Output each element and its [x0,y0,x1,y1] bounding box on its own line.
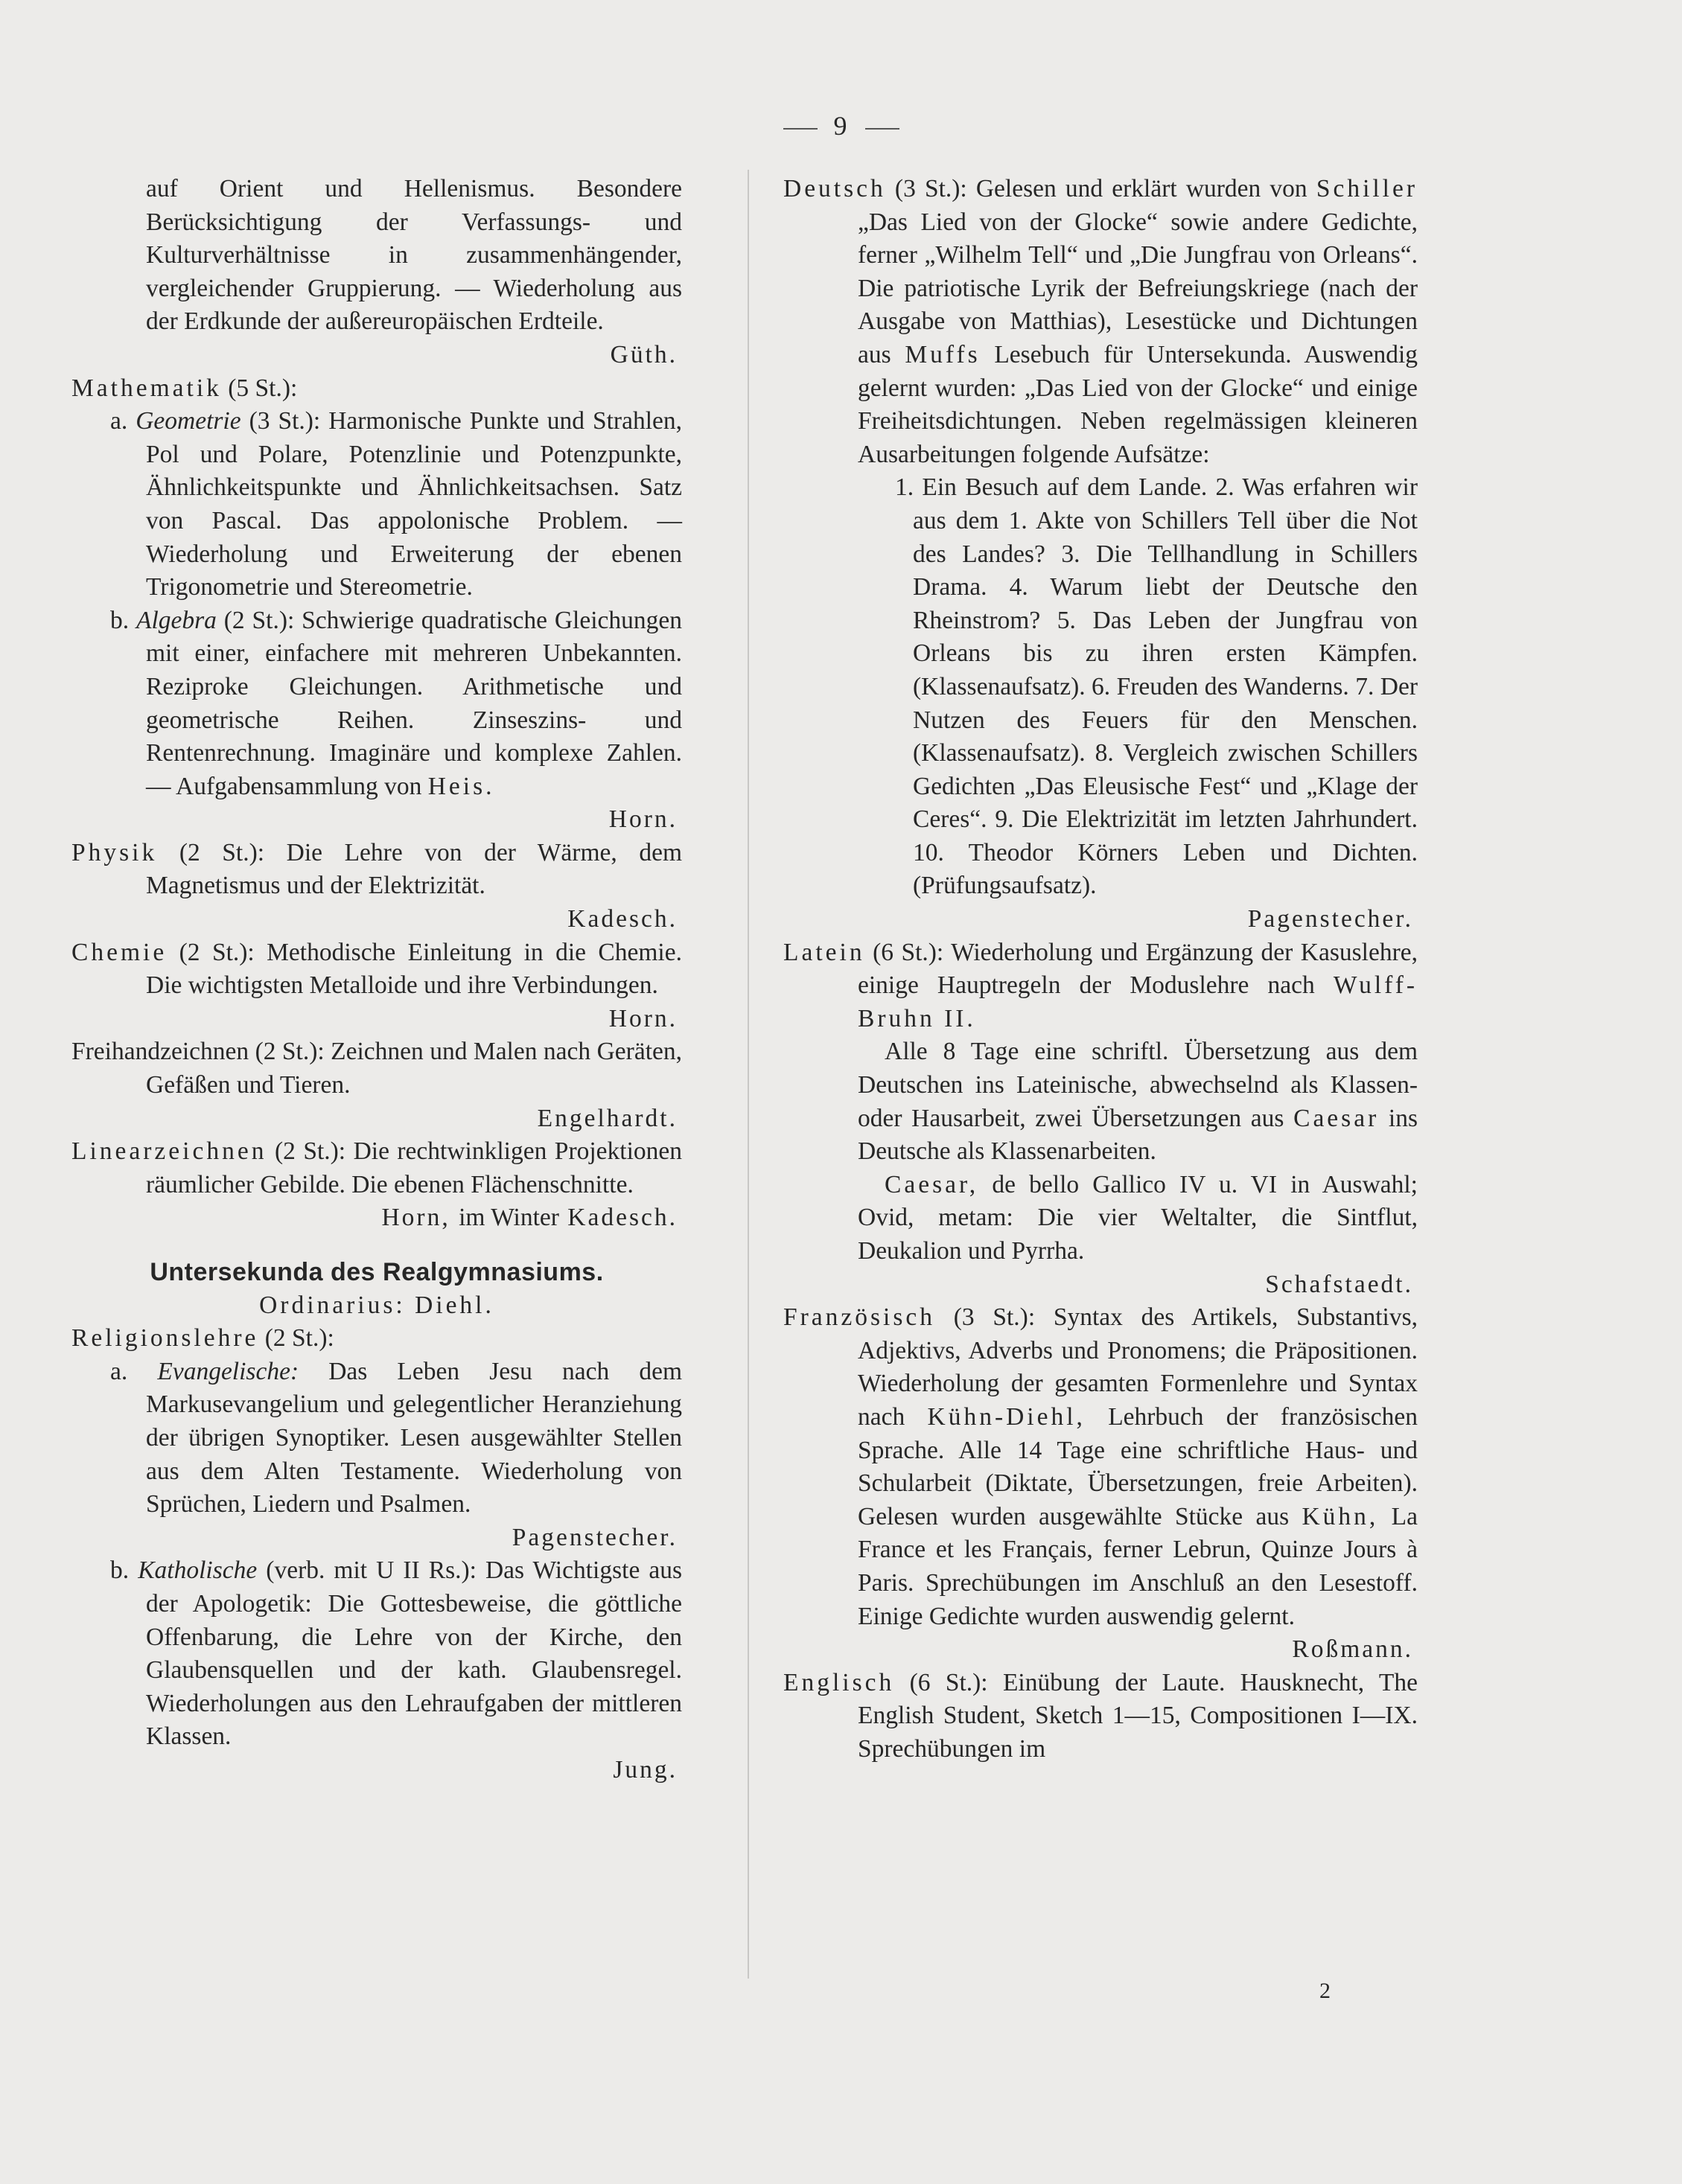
sig-winter: im Winter [459,1204,559,1232]
latein-para-1 [783,1035,1418,1168]
subject-englisch: Englisch [783,1668,895,1696]
latein-para-2 [783,1169,1418,1268]
entry-latein [783,936,1418,1036]
latein-para-1-a: Alle 8 Tage eine schriftl. Übersetzung aus dem Deutschen ins Lateinische, abwechselnd als Klassen- oder Hausarbeit, zwei Übersetzungen aus [858,1038,1418,1132]
sheet-signature: 2 [1319,1979,1331,2003]
religion-a-label: a. [110,1357,128,1385]
sig-kadesch: Kadesch. [567,1204,678,1232]
signature-horn-2: Horn. [608,1004,678,1032]
header-dash-right [865,128,899,130]
mathematik-a-text: (3 St.): Harmonische Punkte und Strahlen, Pol und Polare, Potenzlinie und Potenzpunkte, Ähnlichkeitspunkte und Ähnlichkeitsachsen. Satz von Pascal. Das appolonische Problem. — Wiederholung und Erweiterung der ebenen Trigonometrie und Stereometrie. [146,407,683,601]
signature-rossmann: Roßmann. [1292,1635,1413,1664]
subject-linearzeichnen: Linearzeichnen [71,1137,267,1166]
latein-para-1-b: ins Deutsche als Klassenarbeiten. [858,1104,1418,1166]
mathematik-b [71,604,682,804]
right-column [783,173,1418,1766]
author-muffs: Muffs [905,340,981,368]
linear-text: (2 St.): Die rechtwinkligen Projektionen räumlicher Gebilde. Die ebenen Flächenschnitte. [146,1137,683,1198]
chemie-text: (2 St.): Methodische Einleitung in die Chemie. Die wichtigsten Metalloide und ihre Verbindungen. [146,938,682,1000]
religion-b-text: (verb. mit U II Rs.): Das Wichtigste aus der Apologetik: Die Gottesbeweise, die göttliche Offenbarung, die Lehre von der Kirche, den Glaubensquellen und der kath. Glaubensregel. Wiederholungen aus den Lehraufgaben der mittleren Klassen. [146,1556,683,1751]
deutsch-text-b: „Das Lied von der Glocke“ sowie andere Gedichte, ferner „Wilhelm Tell“ und „Die Jungfrau von Orleans“. Die patriotische Lyrik der Befreiungskriege (nach der Ausgabe von Matthias), Lesestücke und Dichtungen aus [858,208,1418,368]
latein-para-2-text: de bello Gallico IV u. VI in Auswahl; Ovid, metam: Die vier Weltalter, die Sintflut, Deukalion und Pyrrha. [858,1170,1418,1265]
author-kuehn-diehl: Kühn-Diehl, [927,1402,1086,1431]
mathematik-a [71,405,682,604]
mathematik-b-title: Algebra [136,606,217,634]
aufsatz-list: 1. Ein Besuch auf dem Lande. 2. Was erfahren wir aus dem 1. Akte von Schillers Tell über die Not des Landes? 3. Die Tellhandlung in Schillers Drama. 4. Warum liebt der Deutsche den Rheinstrom? 5. Das Leben der Jungfrau von Orleans bis zu ihren ersten Kämpfen. (Klassenaufsatz). 6. Freuden des Wanderns. 7. Der Nutzen des Feuers für den Menschen. (Klassenaufsatz). 8. Vergleich zwischen Schillers Gedichten „Das Eleusische Fest“ und „Klage der Ceres“. 9. Die Elektrizität im letzten Jahrhundert. 10. Theodor Körners Leben und Dichten. (Prüfungsaufsatz). [895,473,1418,900]
subject-latein: Latein [783,938,865,966]
signature-schafstaedt: Schafstaedt. [1265,1270,1413,1298]
signature-engelhardt: Engelhardt. [537,1104,678,1132]
author-caesar-1: Caesar [1293,1104,1380,1132]
ordinarius: Ordinarius: Diehl. [259,1291,494,1319]
religion-a-text: Das Leben Jesu nach dem Markusevangelium und gelegentlicher Heranziehung der übrigen Synoptiker. Lesen ausgewählter Stellen aus dem Alten Testamente. Wiederholung von Sprüchen, Liedern und Psalmen. [146,1357,683,1519]
author-schiller: Schiller [1316,175,1418,202]
signature-horn-1: Horn. [608,805,678,834]
mathematik-hours: (5 St.): [228,374,298,402]
entry-freihandzeichnen [71,1035,682,1102]
section-title: Untersekunda des Realgymnasiums. [150,1258,604,1286]
mathematik-b-label: b. [110,606,130,634]
mathematik-b-text: (2 St.): Schwierige quadratische Gleichungen mit einer, einfachere mit mehreren Unbekannten. Reziproke Gleichungen. Arithmetische und geometrische Reihen. Zinseszins- und Rentenrechnung. Imaginäre und komplexe Zahlen. — Aufgabensammlung von [146,606,683,800]
author-wulff-bruhn: Wulff-Bruhn II. [858,971,1418,1032]
author-caesar-2: Caesar, [885,1170,979,1198]
englisch-text: (6 St.): Einübung der Laute. Hausknecht, The English Student, Sketch 1—15, Compositionen I—IX. Sprechübungen im [858,1668,1418,1763]
header-dash-left [783,128,818,130]
signature-horn-kadesch [71,1201,682,1235]
entry-mathematik [71,372,682,406]
subject-chemie: Chemie [71,938,168,966]
latein-text-a: (6 St.): Wiederholung und Ergänzung der Kasuslehre, einige Hauptregeln der Moduslehre nach [858,938,1418,1000]
franz-text-a: (3 St.): Syntax des Artikels, Substantivs, Adjektivs, Adverbs und Pronomens; die Präpositionen. Wiederholung der gesamten Formenlehre und Syntax nach [858,1303,1418,1431]
religion-b-label: b. [110,1556,130,1585]
continued-text: auf Orient und Hellenismus. Besondere Berücksichtigung der Verfassungs- und Kulturverhältnisse in zusammenhängender, vergleichender Gruppierung. — Wiederholung aus der Erdkunde der außereuropäischen Erdteile. [146,175,682,336]
page-number: 9 [833,111,849,141]
page-header [0,110,1682,141]
column-divider [748,170,749,1979]
entry-religionslehre [71,1322,682,1356]
subject-mathematik: Mathematik [71,374,222,402]
entry-physik [71,837,682,903]
religion-b-title: Katholische [138,1556,258,1585]
mathematik-a-label: a. [110,407,128,435]
subject-freihandzeichnen: Freihandzeichnen [71,1038,249,1066]
author-kuehn: Kühn, [1302,1502,1379,1530]
entry-franzoesisch [783,1301,1418,1633]
entry-englisch [783,1667,1418,1766]
subject-religionslehre: Religionslehre [71,1324,259,1353]
subject-deutsch: Deutsch [783,175,886,202]
signature-pagenstecher-2: Pagenstecher. [1247,905,1413,933]
freihand-text: (2 St.): Zeichnen und Malen nach Geräten, Gefäßen und Tieren. [146,1038,682,1099]
religion-b [71,1554,682,1754]
signature-jung: Jung. [613,1755,678,1784]
mathematik-a-title: Geometrie [136,407,241,435]
sig-horn: Horn, [381,1204,450,1232]
franz-text-c: La France et les Français, ferner Lebrun, Quinze Jours à Paris. Sprechübungen im Anschluß an den Lesestoff. Einige Gedichte wurden auswendig gelernt. [858,1502,1418,1630]
deutsch-text-a: (3 St.): Gelesen und erklärt wurden von [894,175,1307,202]
signature-gueth: Güth. [610,340,678,368]
religion-hours: (2 St.): [264,1324,334,1353]
physik-text: (2 St.): Die Lehre von der Wärme, dem Magnetismus und der Elektrizität. [146,838,683,900]
entry-linearzeichnen [71,1135,682,1201]
entry-chemie [71,936,682,1003]
signature-kadesch: Kadesch. [567,905,678,933]
left-column [71,173,682,1787]
religion-a-title: Evangelische: [157,1357,299,1385]
franz-text-b: Lehrbuch der französischen Sprache. Alle 14 Tage eine schriftliche Haus- und Schularbeit (Diktate, Übersetzungen, freie Arbeiten). Gelesen wurden ausgewählte Stücke aus [858,1402,1418,1530]
signature-pagenstecher-1: Pagenstecher. [512,1523,678,1551]
entry-deutsch [783,173,1418,471]
subject-franzoesisch: Französisch [783,1303,936,1332]
deutsch-text-c: Lesebuch für Untersekunda. Auswendig gelernt wurden: „Das Lied von der Glocke“ und einige Freiheitsdichtungen. Neben regelmässigen kleineren Ausarbeitungen folgende Aufsätze: [858,340,1418,468]
subject-physik: Physik [71,838,158,866]
author-heis: Heis. [427,772,495,800]
religion-a [71,1356,682,1522]
